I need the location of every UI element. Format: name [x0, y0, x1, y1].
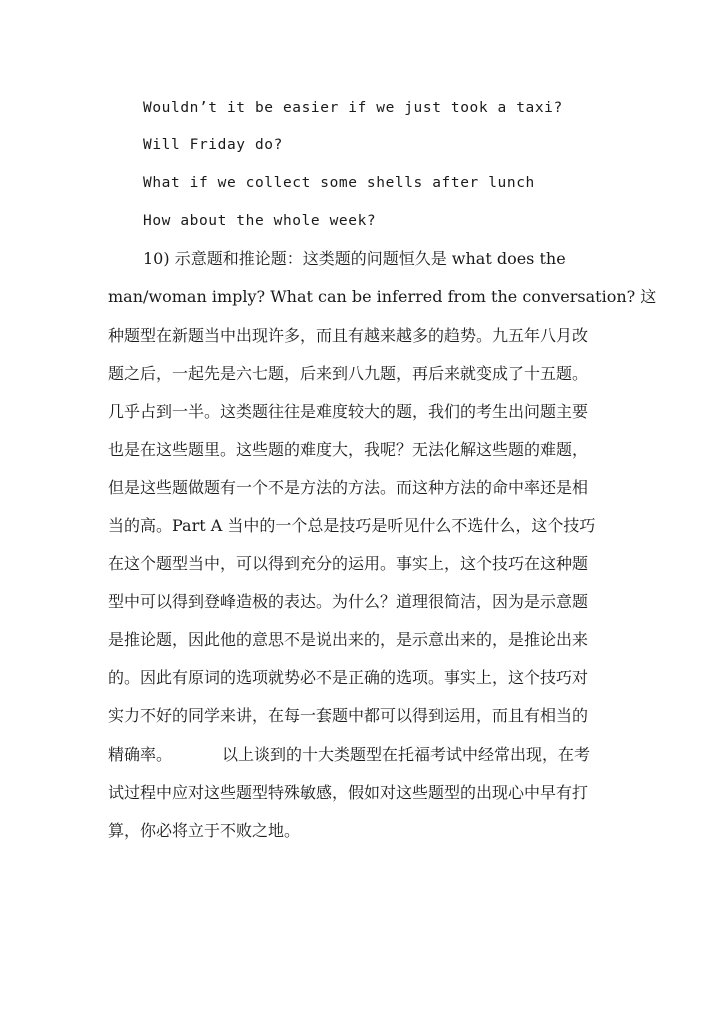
paragraph-line-12: 的。因此有原词的选项就势必不是正确的选项。事实上，这个技巧对 [108, 668, 589, 687]
paragraph-line-10: 型中可以得到登峰造极的表达。为什么？道理很简洁，因为是示意题 [108, 592, 589, 611]
paragraph-line-13: 实力不好的同学来讲，在每一套题中都可以得到运用，而且有相当的 [108, 706, 589, 725]
paragraph-line-3: 种题型在新题当中出现许多，而且有越来越多的趋势。九五年八月改 [108, 326, 589, 345]
paragraph-line-16: 算，你必将立于不败之地。 [108, 821, 301, 840]
paragraph-line-4: 题之后，一起先是六七题，后来到八九题，再后来就变成了十五题。 [108, 364, 589, 383]
paragraph-line-15: 试过程中应对这些题型特殊敏感，假如对这些题型的出现心中早有打 [108, 783, 589, 802]
paragraph-line-14 [108, 744, 628, 766]
paragraph-line-11: 是推论题，因此他的意思不是说出来的，是示意出来的，是推论出来 [108, 630, 589, 649]
example-sentence-4: How about the whole week? [143, 213, 377, 229]
paragraph-line-14-start: 精确率。 [108, 745, 173, 764]
paragraph-line-5: 几乎占到一半。这类题往往是难度较大的题，我们的考生出问题主要 [108, 402, 589, 421]
example-sentence-3: What if we collect some shells after lunch [143, 175, 535, 191]
example-sentence-2: Will Friday do? [143, 137, 283, 153]
paragraph-line-9: 在这个题型当中，可以得到充分的运用。事实上，这个技巧在这种题 [108, 554, 589, 573]
paragraph-line-7: 但是这些题做题有一个不是方法的方法。而这种方法的命中率还是相 [108, 478, 589, 497]
paragraph-line-8: 当的高。Part A 当中的一个总是技巧是听见什么不选什么，这个技巧 [108, 516, 596, 535]
paragraph-line-2: man/woman imply? What can be inferred from the conversation? 这 [108, 287, 657, 306]
example-sentence-1: Wouldn’t it be easier if we just took a taxi? [143, 100, 563, 116]
paragraph-line-14-end: 以上谈到的十大类题型在托福考试中经常出现，在考 [222, 745, 591, 764]
paragraph-line-1: 10) 示意题和推论题：这类题的问题恒久是 what does the [143, 249, 566, 268]
paragraph-line-6: 也是在这些题里。这些题的难度大，我呢？无法化解这些题的难题， [108, 440, 589, 459]
